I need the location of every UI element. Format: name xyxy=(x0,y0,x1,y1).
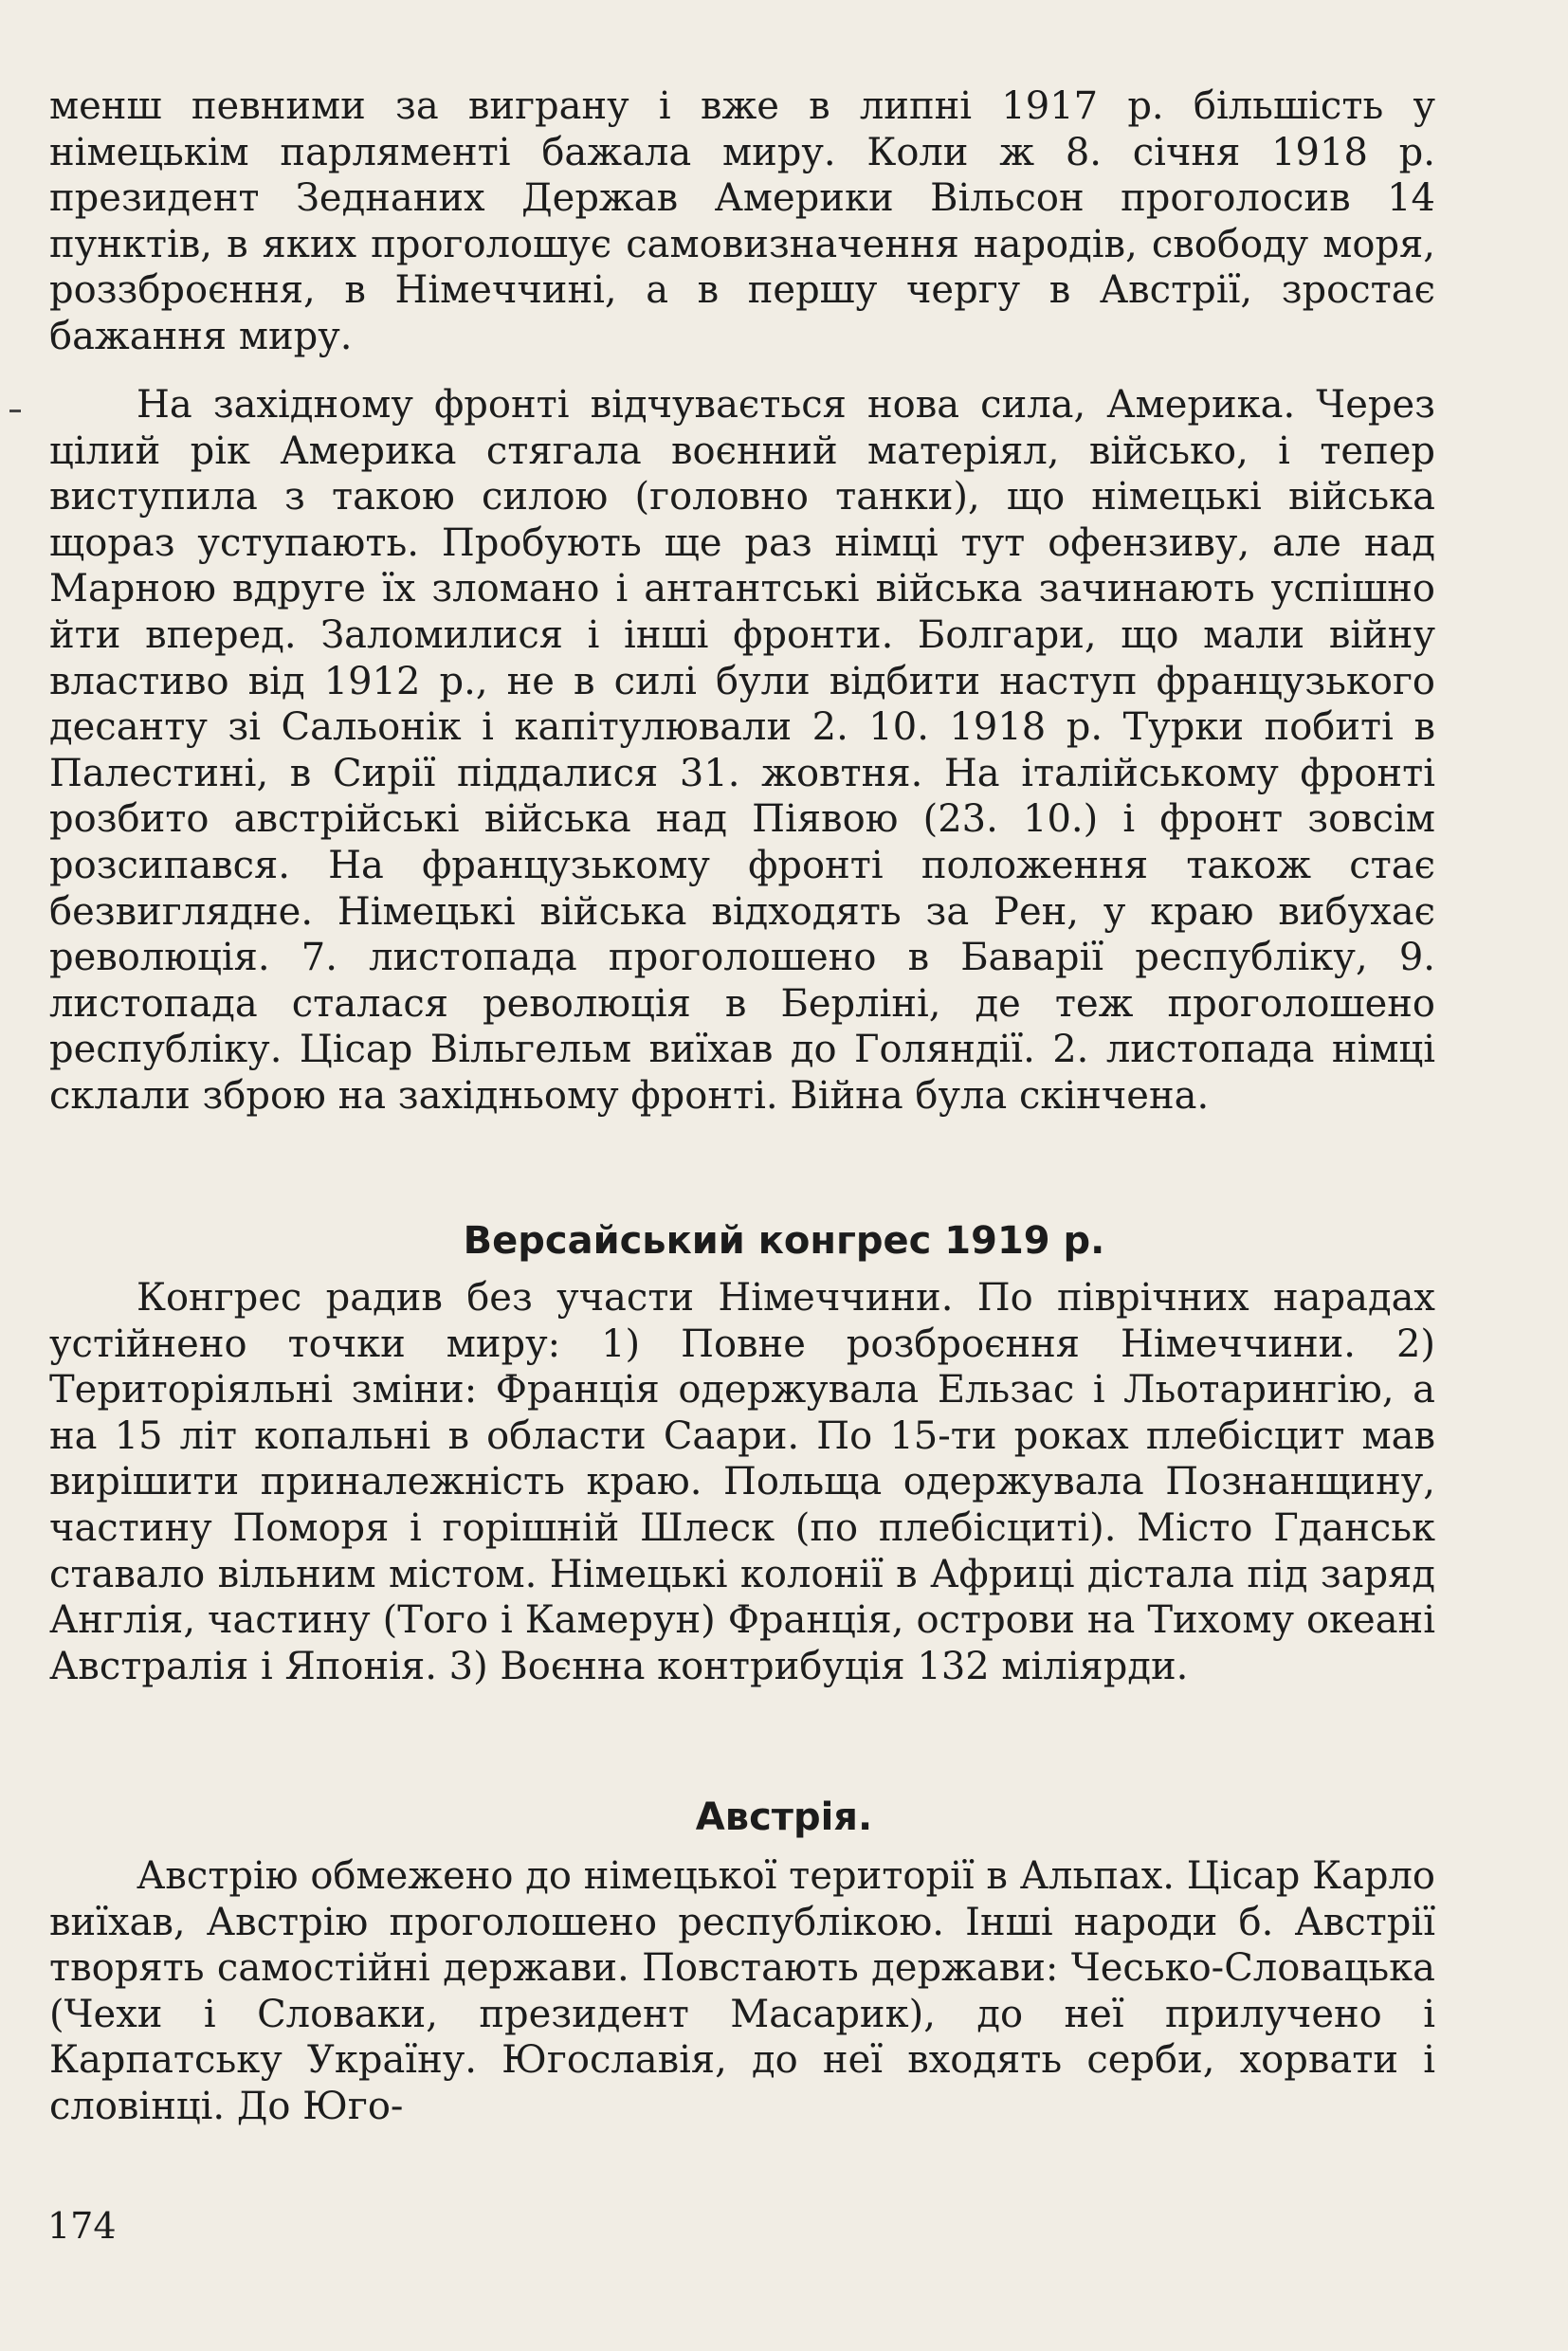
paragraph-continuation: менш певними за виграну і вже в липні 1917 р. більшість у німецькім парляменті бажала миру. Коли ж 8. січня 1918 р. президент Зеднаних Держав Америки Вільсон проголосив 14 пунктів, в яких проголошує самовизначення народів, свободу моря, роззброєння, в Німеччині, а в першу чергу в Австрії, зростає бажання миру. xyxy=(49,84,1435,358)
paragraph-versailles: Конгрес радив без участи Німеччини. По піврічних нарадах устійнено точки миру: 1) Повне розброєння Німеччини. 2) Територіяльні зміни: Франція одержувала Ельзас і Льотарингію, а на 15 літ копальні в области Саари. По 15-ти роках плебісцит мав вирішити приналежність краю. Польща одержувала Познанщину, частину Поморя і горішній Шлеск (по плебісциті). Місто Гданськ ставало вільним містом. Німецькі колонії в Африці дістала під заряд Англія, частину (Того і Камерун) Франція, острови на Тихому океані Австралія і Японія. 3) Воєнна контрибуція 132 міліярди. xyxy=(49,1276,1435,1688)
paragraph-austria: Австрію обмежено до німецької території в Альпах. Цісар Карло виїхав, Австрію проголошено республікою. Інші народи б. Австрії творять самостійні держави. Повстають держави: Чесько-Словацька (Чехи і Словаки, президент Масарик), до неї прилучено і Карпатську Україну. Югославія, до неї входять серби, хорвати і словінці. До Юго- xyxy=(49,1854,1435,2128)
margin-mark xyxy=(9,410,21,412)
page-number: 174 xyxy=(47,2205,117,2247)
heading-versailles-congress: Версайський конгрес 1919 р. xyxy=(463,1219,1105,1263)
heading-austria: Австрія. xyxy=(695,1795,873,1839)
paragraph-western-front: На західному фронті відчувається нова сила, Америка. Через цілий рік Америка стягала воєнний матеріял, військо, і тепер виступила з такою силою (головно танки), що німецькі війська щораз уступають. Пробують ще раз німці тут офензиву, але над Марною вдруге їх зломано і антантські війська зачинають успішно йти вперед. Заломилися і інші фронти. Болгари, що мали війну властиво від 1912 р., не в силі були відбити наступ французького десанту зі Сальонік і капітулювали 2. 10. 1918 р. Турки побиті в Палестині, в Сирії піддалися 31. жовтня. На італійському фронті розбито австрійські війська над Піявою (23. 10.) і фронт зовсім розсипався. На французькому фронті положення також стає безвиглядне. Німецькі війська відходять за Рен, у краю вибухає революція. 7. листопада проголошено в Баварії республіку, 9. листопада сталася революція в Берліні, де теж проголошено республіку. Цісар Вільгельм виїхав до Голяндії. 2. листопада німці склали зброю на західньому фронті. Війна була скінчена. xyxy=(49,383,1435,1118)
